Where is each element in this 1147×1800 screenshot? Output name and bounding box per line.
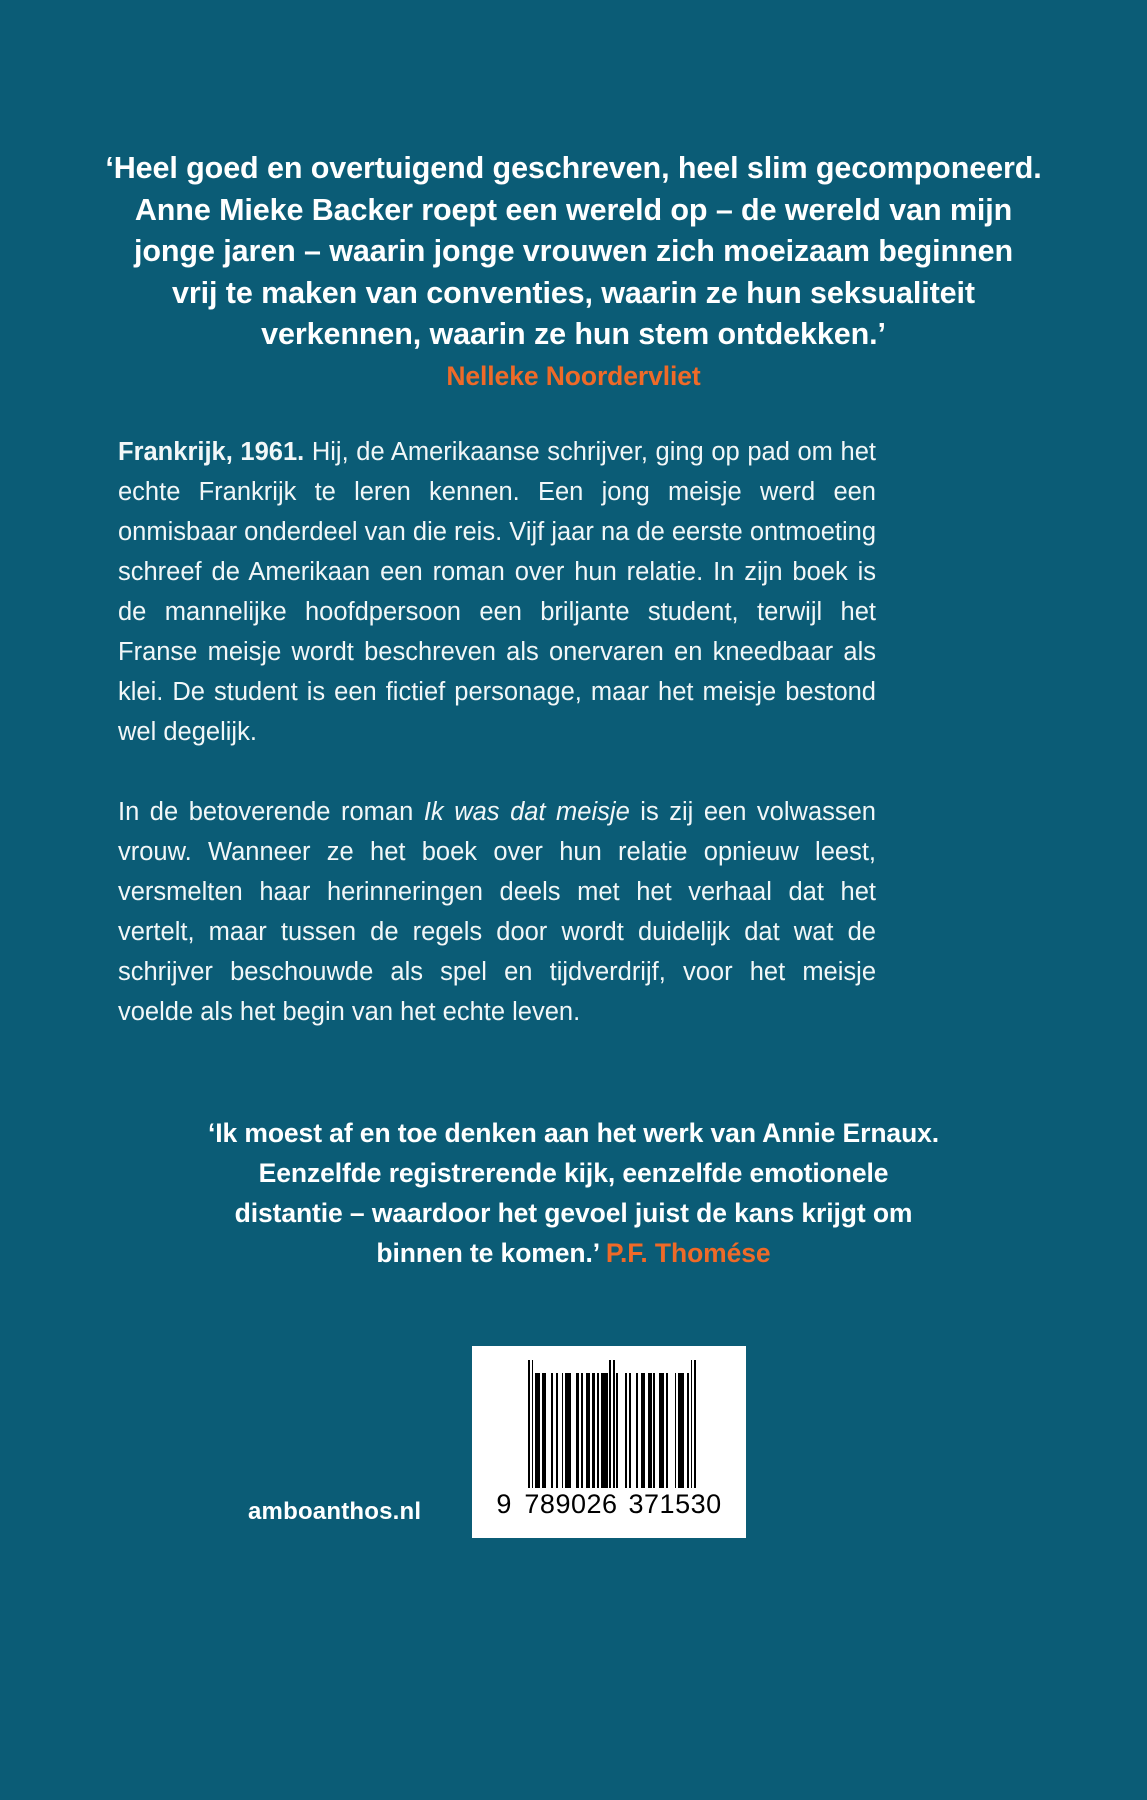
blurb-paragraph-1 — [118, 432, 876, 752]
bottom-quote-line: ‘Ik moest af en toe denken aan het werk van Annie Ernaux. — [207, 1118, 940, 1148]
blurb-paragraph-1-text: Hij, de Amerikaanse schrijver, ging op pad om het echte Frankrijk te leren kennen. Een jong meisje werd een onmisbaar onderdeel van die reis. Vijf jaar na de eerste ontmoeting schreef de Amerikaan een roman over hun relatie. In zijn boek is de mannelijke hoofdpersoon een briljante student, terwijl het Franse meisje wordt beschreven als onervaren en kneedbaar als klei. De student is een fictief personage, maar het meisje bestond wel degelijk. — [118, 438, 876, 746]
blurb-paragraph-2-suffix: is zij een volwassen vrouw. Wanneer ze het boek over hun relatie opnieuw leest, versmelten haar herinneringen deels met het verhaal dat het vertelt, maar tussen de regels door wordt duidelijk dat wat de schrijver beschouwde als spel en tijdverdrijf, voor het meisje voelde als het begin van het echte leven. — [118, 798, 876, 1026]
book-title-italic: Ik was dat meisje — [423, 798, 630, 826]
barcode-group-1: 789026 — [524, 1489, 618, 1519]
blurb-paragraph-2-prefix: In de betoverende roman — [118, 798, 424, 826]
publisher-website[interactable]: amboanthos.nl — [248, 1498, 422, 1525]
barcode-bars — [490, 1360, 734, 1488]
bottom-quote-line: Eenzelfde registrerende kijk, eenzelfde emotionele — [258, 1158, 889, 1188]
top-quote-line: jonge jaren – waarin jonge vrouwen zich moeizaam beginnen — [134, 234, 1013, 268]
bottom-quote-line: distantie – waardoor het gevoel juist de kans krijgt om — [234, 1198, 913, 1228]
top-quote-line: verkennen, waarin ze hun stem ontdekken.’ — [261, 317, 886, 351]
bottom-quote-last-line — [64, 1233, 1083, 1273]
barcode-number — [484, 1489, 734, 1520]
top-quote-line: vrij te maken van conventies, waarin ze hun seksualiteit — [172, 275, 975, 310]
top-quote-line: ‘Heel goed en overtuigend geschreven, heel slim gecomponeerd. — [105, 151, 1042, 185]
barcode-lead-digit: 9 — [496, 1489, 512, 1519]
barcode-group-2: 371530 — [628, 1489, 722, 1519]
bottom-quote-attribution: P.F. Thomése — [605, 1238, 771, 1268]
blurb-lead-in: Frankrijk, 1961. — [118, 438, 305, 466]
top-endorsement-quote — [64, 148, 1083, 356]
blurb-body — [118, 432, 876, 1032]
top-quote-line: Anne Mieke Backer roept een wereld op – de wereld van mijn — [134, 192, 1013, 227]
top-quote-attribution: Nelleke Noordervliet — [446, 361, 701, 391]
isbn-barcode — [472, 1346, 746, 1538]
bottom-quote-closing-text: binnen te komen.’ — [376, 1238, 599, 1268]
blurb-paragraph-2 — [118, 792, 876, 1032]
bottom-endorsement-quote — [64, 1113, 1083, 1273]
